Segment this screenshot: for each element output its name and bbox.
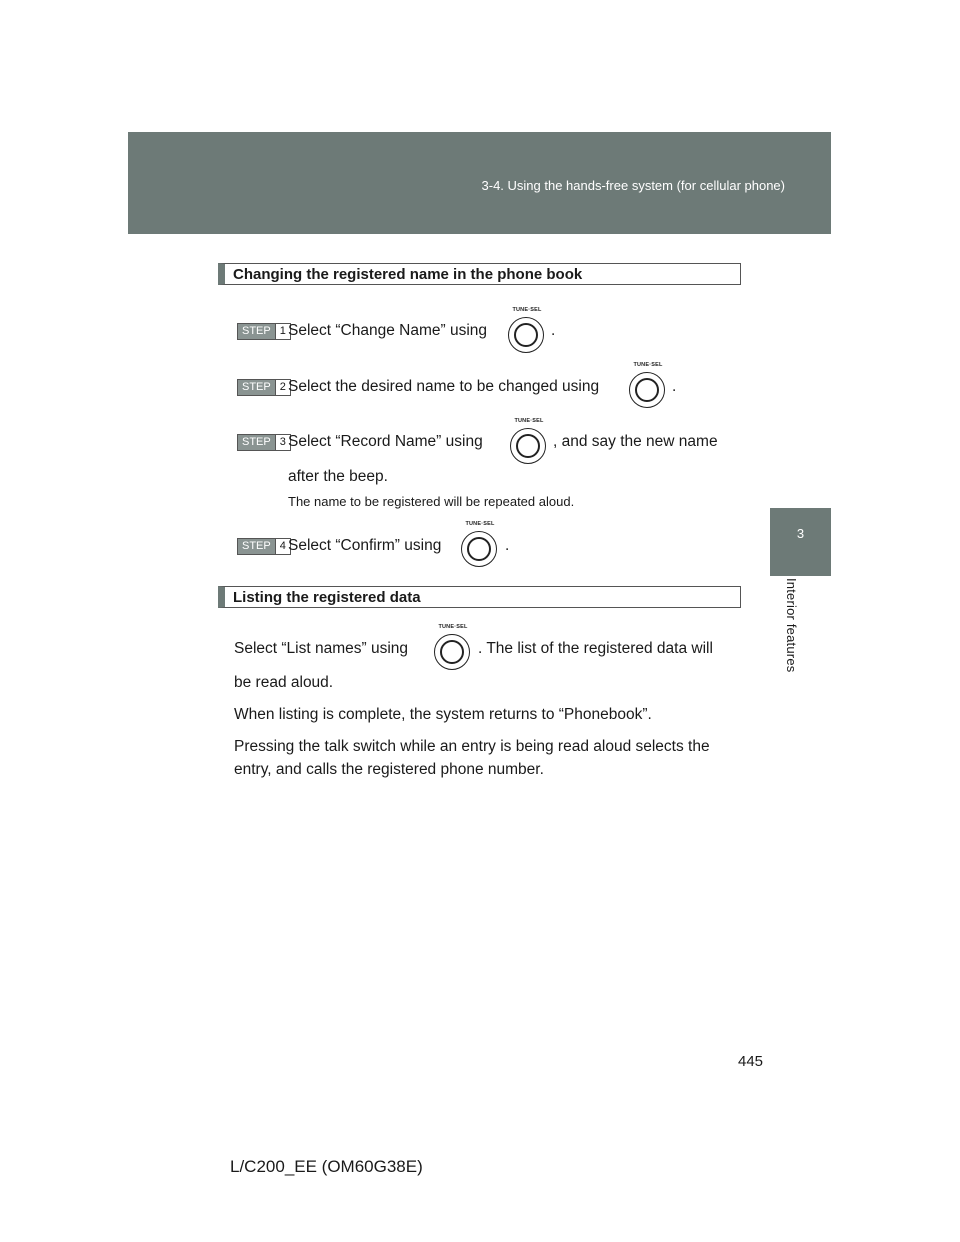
step-1-text: Select “Change Name” using — [288, 322, 488, 339]
step-1-text-end: . — [551, 322, 556, 339]
section-heading-text: Listing the registered data — [233, 589, 421, 606]
page-number: 445 — [738, 1053, 764, 1070]
step-word: STEP — [238, 380, 275, 395]
tune-sel-knob-icon — [433, 624, 473, 676]
chapter-label: Interior features — [784, 578, 799, 673]
list-names-continuation: be read aloud. — [234, 674, 334, 691]
section-heading-text: Changing the registered name in the phone book — [233, 266, 583, 283]
chapter-number: 3 — [796, 526, 805, 541]
step-badge-1 — [237, 323, 291, 340]
step-word: STEP — [238, 539, 275, 554]
step-2-text: Select the desired name to be changed using — [288, 378, 600, 395]
header-band — [128, 132, 831, 234]
talk-switch-text-line2: entry, and calls the registered phone number. — [234, 761, 544, 778]
step-4-text-end: . — [505, 537, 510, 554]
step-number: 1 — [275, 324, 290, 339]
talk-switch-text-line1: Pressing the talk switch while an entry is being read aloud selects the — [234, 738, 710, 755]
tune-sel-knob-icon — [509, 418, 549, 470]
knob-label: TUNE·SEL — [465, 521, 495, 527]
list-names-text: Select “List names” using — [234, 640, 409, 657]
step-4-text: Select “Confirm” using — [288, 537, 442, 554]
step-3-note: The name to be registered will be repeated aloud. — [288, 494, 575, 509]
step-word: STEP — [238, 324, 275, 339]
section-heading-listing-data — [218, 586, 741, 608]
list-names-text-end: . The list of the registered data will — [478, 640, 713, 657]
knob-label: TUNE·SEL — [438, 624, 468, 630]
step-number: 2 — [275, 380, 290, 395]
step-3-text: Select “Record Name” using — [288, 433, 483, 450]
tune-sel-knob-icon — [507, 307, 547, 359]
step-3-continuation: after the beep. — [288, 468, 388, 485]
tune-sel-knob-icon — [460, 521, 500, 573]
knob-label: TUNE·SEL — [633, 362, 663, 368]
step-badge-3 — [237, 434, 291, 451]
tune-sel-knob-icon — [628, 362, 668, 414]
step-badge-4 — [237, 538, 291, 555]
knob-label: TUNE·SEL — [512, 307, 542, 313]
step-number: 4 — [275, 539, 290, 554]
chapter-tab — [770, 508, 831, 576]
step-3-text-end: , and say the new name — [553, 433, 718, 450]
document-code: L/C200_EE (OM60G38E) — [230, 1157, 423, 1176]
listing-complete-text: When listing is complete, the system returns to “Phonebook”. — [234, 706, 652, 723]
step-2-text-end: . — [672, 378, 677, 395]
section-heading-changing-name — [218, 263, 741, 285]
header-title: 3-4. Using the hands-free system (for cellular phone) — [481, 178, 785, 193]
step-word: STEP — [238, 435, 275, 450]
step-badge-2 — [237, 379, 291, 396]
knob-label: TUNE·SEL — [514, 418, 544, 424]
step-number: 3 — [275, 435, 290, 450]
